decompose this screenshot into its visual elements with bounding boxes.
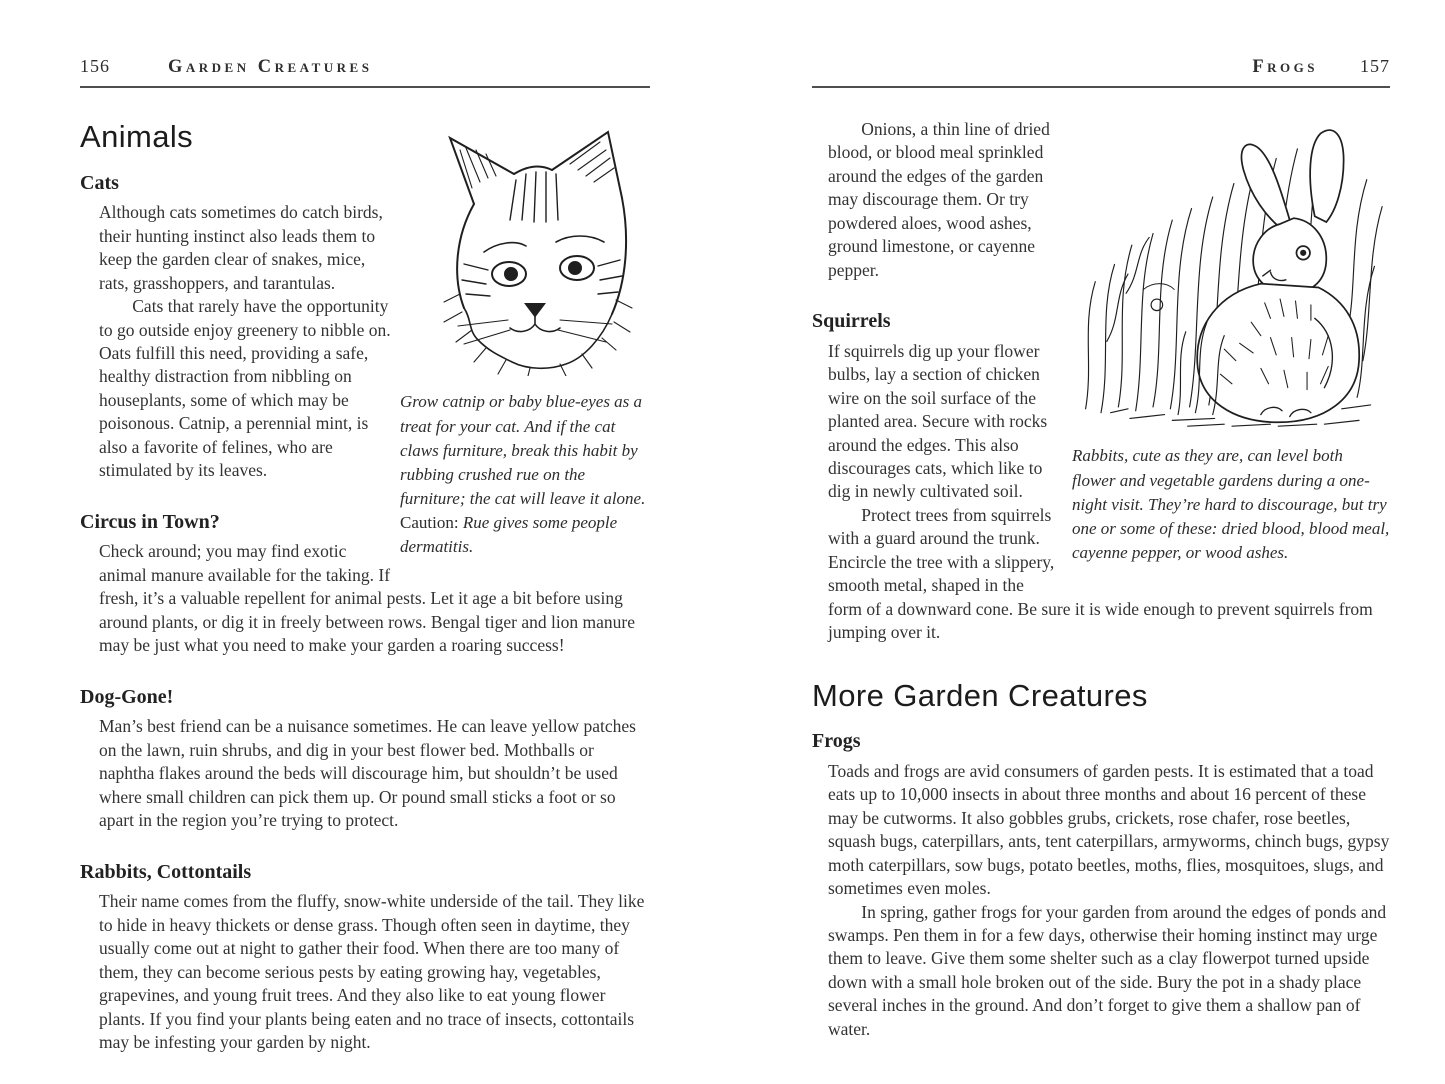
cat-figure: [400, 124, 650, 559]
cat-illustration: [414, 124, 644, 376]
body-block: [80, 715, 650, 832]
paragraph: In spring, gather frogs for your garden from around the edges of ponds and swamps. Pen them in for a few days, otherwise their homing instinct may urge them to leave. Give them some shelter such as a clay flowerpot turned upside down with a small hole broken out of the side. Bury the pot in a shady place several inches in the ground. And don’t forget to give them a shallow pan of water.: [828, 901, 1387, 1039]
rabbit-figure-caption: Rabbits, cute as they are, can level both flower and vegetable gardens during a one-night visit. They’re hard to discourage, but try one or some of these: dried blood, blood meal, cayenne pepper, or wood ashes.: [1072, 446, 1390, 562]
paragraph: Protect trees from squirrels with a guard around the trunk. Encircle the tree with a slippery, smooth metal, shaped in the form of a downward cone. Be sure it is wide enough to prevent squirrels from jumping over it.: [828, 504, 1373, 643]
page-number: 156: [80, 56, 110, 76]
page-156: [80, 56, 650, 1054]
subhead-dog-gone: Dog-Gone!: [80, 685, 174, 708]
subhead-circus-in-town: Circus in Town?: [80, 510, 220, 533]
subhead-rabbits-cottontails: Rabbits, Cottontails: [80, 860, 252, 883]
page-number: 157: [1360, 56, 1390, 76]
paragraph: If squirrels dig up your flower bulbs, lay a section of chicken wire on the soil surface of the planted area. Secure with rocks around the edges. This also discourages cats, which like to dig in newly cultivated soil.: [828, 340, 1048, 502]
rabbit-figure: [1072, 120, 1390, 565]
running-head: Frogs: [1252, 57, 1318, 77]
page-157: [812, 56, 1390, 1041]
body-block: [80, 890, 650, 1054]
subhead-frogs: Frogs: [812, 730, 861, 753]
paragraph: Cats that rarely have the opportunity to go outside enjoy greenery to nibble on. Oats fulfill this need, providing a safe, healthy distraction from nibbling on houseplants, some of which may be poisonous. Catnip, a perennial mint, is also a favorite of felines, who are stimulated by its leaves.: [99, 296, 391, 481]
page-body: [812, 88, 1390, 1041]
continued-paragraph: Onions, a thin line of dried blood, or blood meal sprinkled around the edges of the garden may discourage them. Or try powdered aloes, wood ashes, ground limestone, or cayenne pepper.: [828, 119, 1050, 280]
body-block: [812, 760, 1390, 1041]
subhead-squirrels: Squirrels: [812, 310, 891, 333]
page-body: [80, 116, 650, 1054]
paragraph: Toads and frogs are avid consumers of garden pests. It is estimated that a toad eats up to 10,000 insects in about three months and about 16 percent of these may be cutworms. It also gobbles grubs, crickets, rose chafer, rose beetles, squash bugs, caterpillars, ants, tent caterpillars, armyworms, chinch bugs, gypsy moth caterpillars, sow bugs, potato beetles, moths, flies, mosquitoes, slugs, and sometimes even moles.: [828, 760, 1390, 899]
running-head: Garden Creatures: [168, 57, 373, 77]
rabbit-illustration: [1072, 120, 1390, 430]
section-heading-animals: Animals: [80, 119, 194, 154]
page-header: [80, 56, 650, 88]
caption-roman: Caution:: [400, 513, 463, 533]
paragraph: Check around; you may find exotic animal manure available for the taking. If fresh, it’s a valuable repellent for animal pests. Let it age a bit before using around plants, or dig it in freely between rows. Bengal tiger and lion manure may be just what you need to make your garden a roaring success!: [99, 541, 636, 656]
section-rabbits-cottontails: [80, 859, 650, 1055]
cat-figure-caption: [400, 390, 650, 559]
paragraph: Man’s best friend can be a nuisance sometimes. He can leave yellow patches on the lawn, ruin shrubs, and dig in your best flower bed. Mothballs or naphtha flakes around the beds will discourage him, but shouldn’t be used where small children can pick them up. Or pound small sticks a foot or so apart in the region you’re trying to protect.: [99, 716, 636, 831]
section-frogs: [812, 728, 1390, 1041]
paragraph: Although cats sometimes do catch birds, their hunting instinct also leads them to keep the garden clear of snakes, mice, rats, grasshoppers, and tarantulas.: [99, 202, 383, 293]
caption-italic-1: Grow catnip or baby blue-eyes as a treat for your cat. And if the cat claws furniture, break this habit by rubbing crushed rue on the furniture; the cat will leave it alone.: [400, 392, 646, 508]
caption-italic-2: Rue gives some people dermatitis.: [400, 513, 618, 557]
page-header: [812, 56, 1390, 88]
paragraph: Their name comes from the fluffy, snow-white underside of the tail. They like to hide in heavy thickets or dense grass. Though often seen in daytime, they usually come out at night to gather their food. When there are too many of them, they can become serious pests by eating growing hay, vegetables, grapevines, and young fruit trees. And they also like to eat young flower plants. If you find your plants being eaten and no trace of insects, cottontails may be infesting your garden by night.: [99, 891, 645, 1052]
section-dog-gone: [80, 684, 650, 833]
subhead-cats: Cats: [80, 171, 119, 194]
section-heading-more-garden-creatures: More Garden Creatures: [812, 677, 1148, 713]
